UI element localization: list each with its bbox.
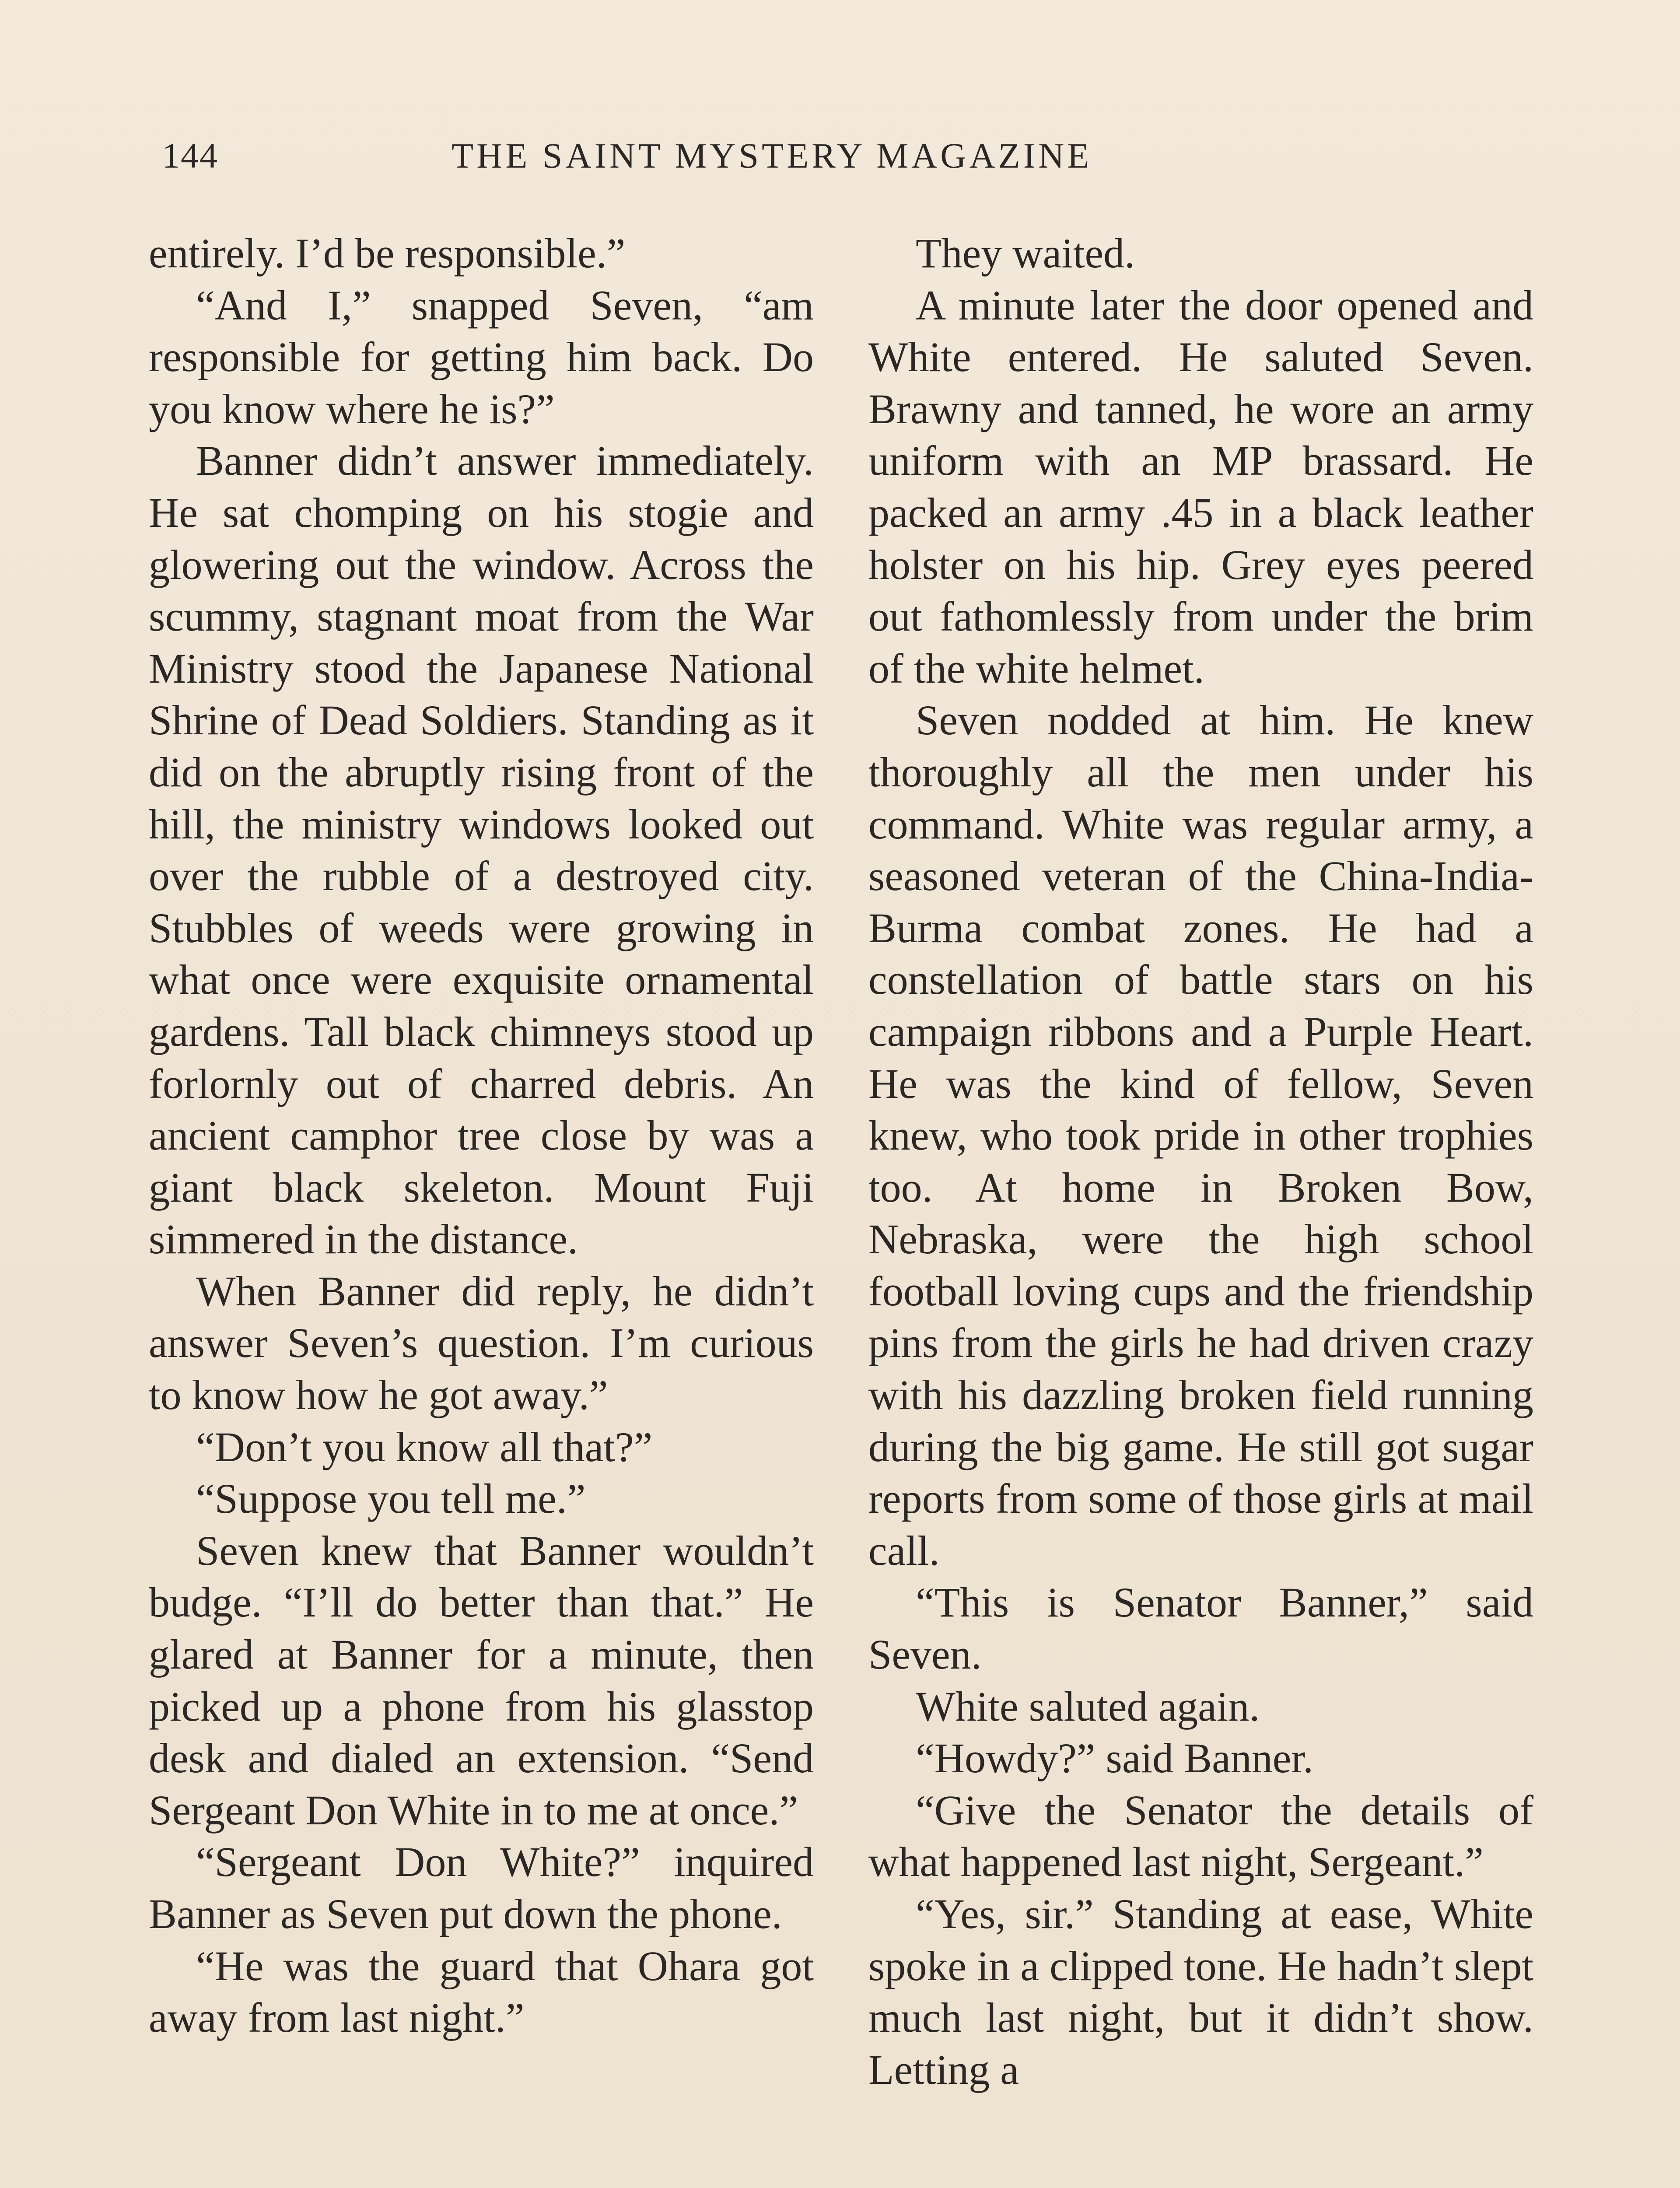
paragraph: When Banner did reply, he didn’t answer Seven’s question. I’m curious to know how he got away.”: [149, 1267, 814, 1419]
page-number: 144: [162, 136, 218, 175]
paragraph: “Yes, sir.” Standing at ease, White spoke in a clipped tone. He hadn’t slept much last night, but it didn’t show. Letting a: [868, 1890, 1533, 2093]
paragraph: They waited.: [916, 230, 1135, 277]
running-title: THE SAINT MYSTERY MAGAZINE: [452, 136, 1092, 175]
paragraph: Seven knew that Banner wouldn’t budge. “I’ll do better than that.” He glared at Banner for a minute, then picked up a phone from his glasstop desk and dialed an extension. “Send Sergeant Don White in to me at once.”: [149, 1527, 814, 1834]
paragraph: Banner didn’t answer immediately. He sat chomping on his stogie and glowering out the window. Across the scummy, stagnant moat from the War Ministry stood the Japanese National Shrine of Dead Soldiers. Standing as it did on the abruptly rising front of the hill, the ministry windows looked out over the rubble of a destroyed city. Stubbles of weeds were growing in what once were exquisite ornamental gardens. Tall black chimneys stood up forlornly out of charred debris. An ancient camphor tree close by was a giant black skeleton. Mount Fuji simmered in the distance.: [149, 437, 814, 1263]
paragraph: “Howdy?” said Banner.: [916, 1735, 1314, 1782]
paragraph: “Give the Senator the details of what happened last night, Sergeant.”: [868, 1786, 1533, 1886]
paragraph: “He was the guard that Ohara got away from last night.”: [149, 1942, 814, 2041]
paragraph: A minute later the door opened and White entered. He saluted Seven. Brawny and tanned, he wore an army uniform with an MP brassard. He packed an army .45 in a black leather holster on his hip. Grey eyes peered out fathomlessly from under the brim of the white helmet.: [868, 281, 1533, 692]
paragraph: White saluted again.: [916, 1683, 1260, 1730]
paragraph: “This is Senator Banner,” said Seven.: [868, 1579, 1533, 1678]
running-header: [162, 130, 1518, 186]
paragraph: “Suppose you tell me.”: [196, 1475, 586, 1522]
paragraph: “Sergeant Don White?” inquired Banner as Seven put down the phone.: [149, 1838, 814, 1937]
paragraph: “Don’t you know all that?”: [196, 1423, 653, 1470]
text-column-right: [868, 228, 1533, 2096]
paragraph: entirely. I’d be responsible.”: [149, 230, 626, 277]
paragraph: Seven nodded at him. He knew thoroughly all the men under his command. White was regular army, a seasoned veteran of the China-India-Burma combat zones. He had a constellation of battle stars on his campaign ribbons and a Purple Heart. He was the kind of fellow, Seven knew, who took pride in other trophies too. At home in Broken Bow, Nebraska, were the high school football loving cups and the friendship pins from the girls he had driven crazy with his dazzling broken field running during the big game. He still got sugar reports from some of those girls at mail call.: [868, 697, 1533, 1574]
paragraph: “And I,” snapped Seven, “am responsible for getting him back. Do you know where he is?”: [149, 281, 814, 432]
text-column-left: [149, 228, 814, 2044]
